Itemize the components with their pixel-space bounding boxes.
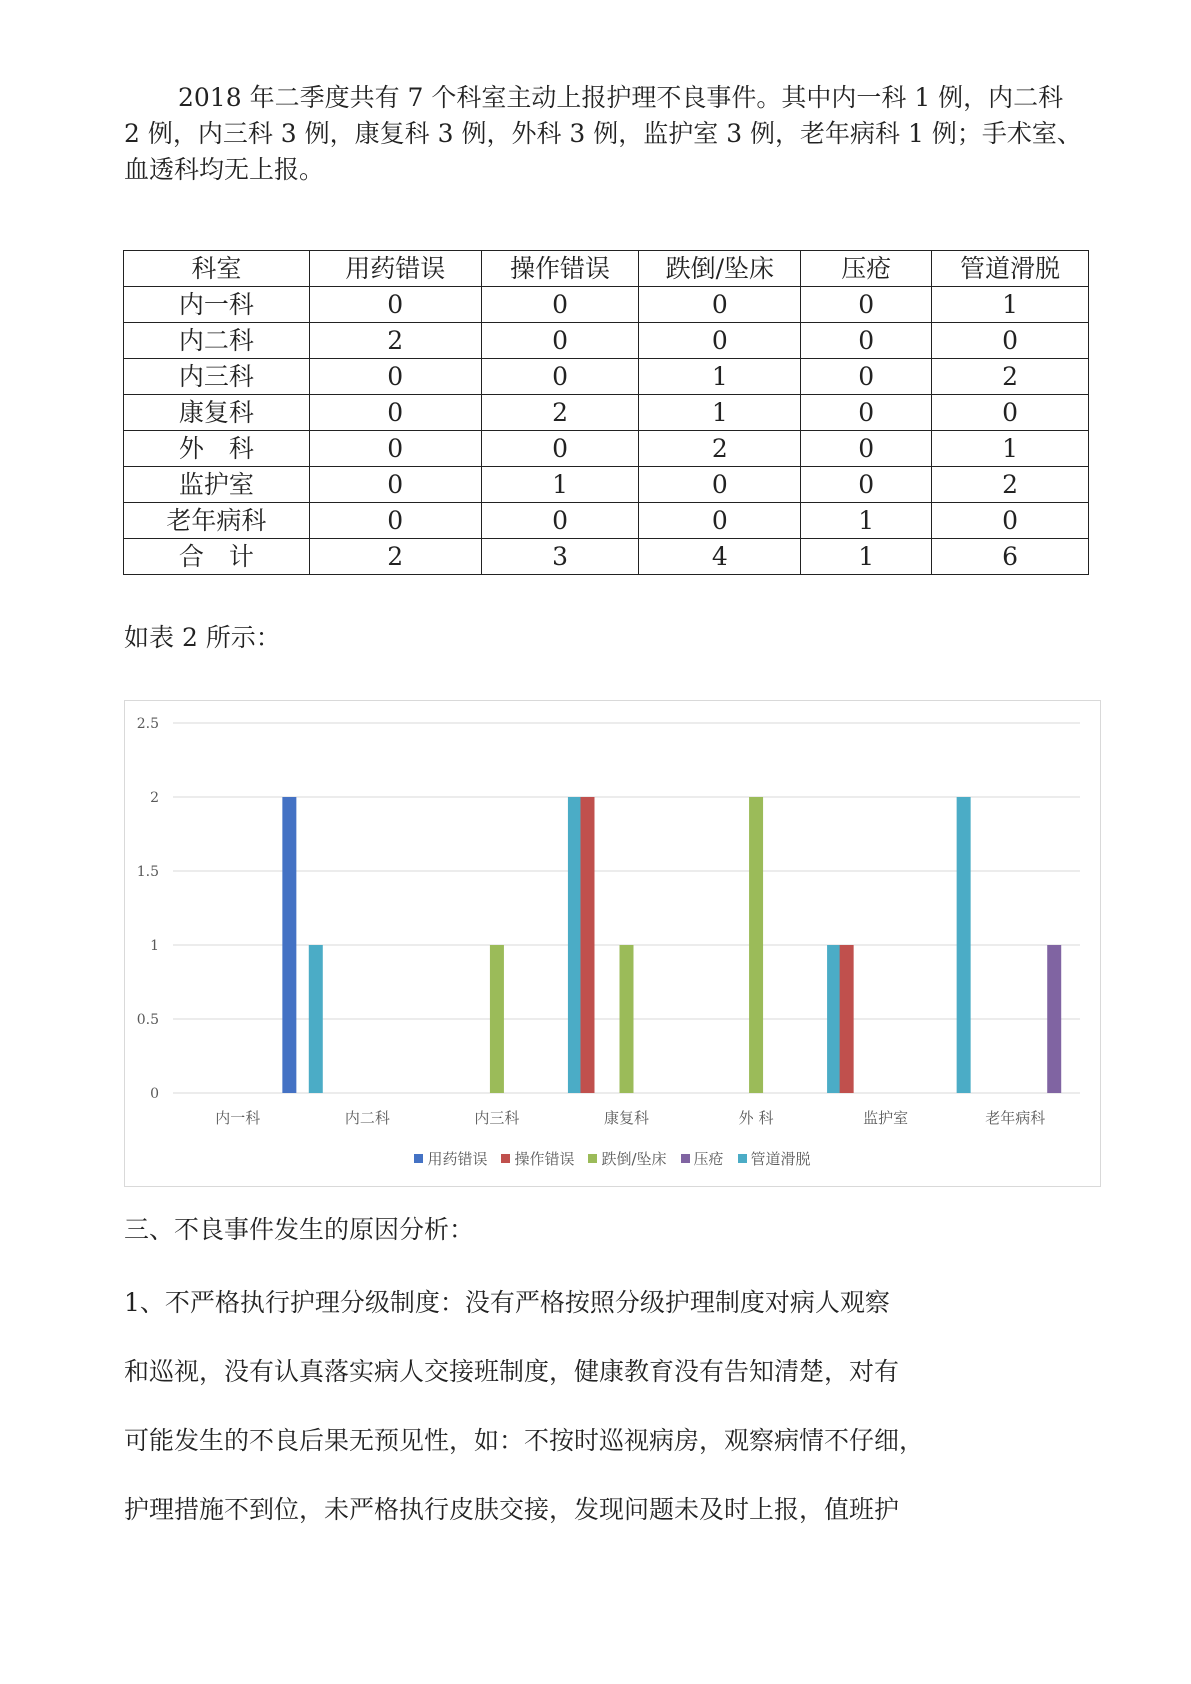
table-cell: 1 [801,539,932,575]
body-line: 护理措施不到位，未严格执行皮肤交接，发现问题未及时上报，值班护 [124,1495,900,1524]
legend-swatch [588,1154,597,1163]
x-tick-label: 内一科 [215,1109,261,1127]
bar [581,797,595,1093]
table-row [124,431,1089,467]
table-header-cell: 科室 [124,251,310,287]
bar [957,797,971,1093]
intro-paragraph: 2018 年二季度共有 7 个科室主动上报护理不良事件。其中内一科 1 例，内二科 2 例，内三科 3 例，康复科 3 例，外科 3 例，监护室 3 例，老年病科 1 例；手术室、血透科均无上报。 [124,83,1082,184]
table-cell: 0 [639,323,801,359]
chart-legend [125,1148,1100,1169]
table-cell: 0 [932,503,1089,539]
legend-label: 管道滑脱 [750,1150,811,1168]
bar [749,797,763,1093]
legend-item [681,1148,724,1169]
table-cell: 0 [309,431,481,467]
table-row [124,503,1089,539]
table-cell: 内二科 [124,323,310,359]
section-heading: 三、不良事件发生的原因分析： [124,1215,475,1244]
legend-swatch [414,1154,423,1163]
body-line: 可能发生的不良后果无预见性，如：不按时巡视病房，观察病情不仔细， [124,1426,925,1455]
table-cell: 监护室 [124,467,310,503]
y-tick-label: 0 [150,1086,159,1102]
table-caption: 如表 2 所示： [124,623,281,652]
table-cell: 1 [801,503,932,539]
table-cell: 2 [481,395,639,431]
table-cell: 0 [801,287,932,323]
table-cell: 0 [639,467,801,503]
x-tick-label: 康复科 [603,1109,650,1127]
table-header-cell: 用药错误 [309,251,481,287]
table-cell: 0 [309,359,481,395]
table-row [124,323,1089,359]
bar [490,945,504,1093]
bar [309,945,323,1093]
body-line: 1、不严格执行护理分级制度：没有严格按照分级护理制度对病人观察 [124,1288,890,1317]
table-cell: 康复科 [124,395,310,431]
table-cell: 1 [481,467,639,503]
table-cell: 6 [932,539,1089,575]
table-cell: 2 [932,359,1089,395]
bar [282,797,296,1093]
table-cell: 内一科 [124,287,310,323]
table-cell: 1 [639,395,801,431]
table-cell: 1 [639,359,801,395]
bar [827,945,841,1093]
x-tick-label: 内二科 [344,1109,390,1127]
y-tick-label: 2 [150,790,159,806]
table-cell: 0 [801,467,932,503]
table-cell: 0 [801,431,932,467]
legend-swatch [681,1154,690,1163]
table-cell: 2 [309,323,481,359]
table-cell: 0 [801,359,932,395]
table-total-row [124,539,1089,575]
table-cell: 内三科 [124,359,310,395]
table-cell: 0 [639,287,801,323]
table-cell: 0 [639,503,801,539]
table-cell: 2 [309,539,481,575]
table-cell: 外 科 [124,431,310,467]
legend-label: 操作错误 [514,1150,575,1168]
legend-swatch [501,1154,510,1163]
x-tick-label: 监护室 [863,1109,909,1127]
table-cell: 2 [932,467,1089,503]
bar [568,797,582,1093]
table-cell: 0 [481,503,639,539]
table-row [124,395,1089,431]
table-cell: 1 [932,431,1089,467]
table-cell: 1 [932,287,1089,323]
body-line: 和巡视，没有认真落实病人交接班制度，健康教育没有告知清楚，对有 [124,1357,900,1386]
legend-label: 用药错误 [427,1150,488,1168]
table-cell: 0 [309,287,481,323]
table-cell: 4 [639,539,801,575]
legend-item [738,1148,811,1169]
chart-plot [125,701,1100,1141]
table-cell: 0 [932,395,1089,431]
table-cell: 合 计 [124,539,310,575]
legend-swatch [738,1154,747,1163]
table-cell: 0 [481,359,639,395]
table-cell: 3 [481,539,639,575]
table-row [124,467,1089,503]
table-cell: 0 [801,323,932,359]
table-cell: 0 [309,503,481,539]
legend-item [501,1148,574,1169]
legend-item [588,1148,666,1169]
bar [840,945,854,1093]
table-cell: 0 [932,323,1089,359]
legend-label: 跌倒/坠床 [601,1150,667,1168]
x-tick-label: 外 科 [738,1109,774,1127]
legend-item [414,1148,487,1169]
table-cell: 老年病科 [124,503,310,539]
y-tick-label: 2.5 [136,716,159,732]
table-cell: 0 [481,287,639,323]
table-header-cell: 管道滑脱 [932,251,1089,287]
table-header-cell: 操作错误 [481,251,639,287]
table-header-row [124,251,1089,287]
table-cell: 0 [309,395,481,431]
table-header-cell: 跌倒/坠床 [639,251,801,287]
bar [1047,945,1061,1093]
table-row [124,287,1089,323]
table-cell: 0 [309,467,481,503]
table-row [124,359,1089,395]
y-tick-label: 1 [150,938,159,954]
table-cell: 0 [481,431,639,467]
x-tick-label: 老年病科 [985,1109,1046,1127]
table-cell: 0 [801,395,932,431]
bar [620,945,634,1093]
events-table [123,250,1089,575]
y-tick-label: 0.5 [136,1012,159,1028]
table-header-cell: 压疮 [801,251,932,287]
legend-label: 压疮 [693,1150,724,1168]
table-cell: 2 [639,431,801,467]
y-tick-label: 1.5 [136,864,159,880]
bar-chart [124,700,1101,1187]
x-tick-label: 内三科 [474,1109,520,1127]
table-cell: 0 [481,323,639,359]
